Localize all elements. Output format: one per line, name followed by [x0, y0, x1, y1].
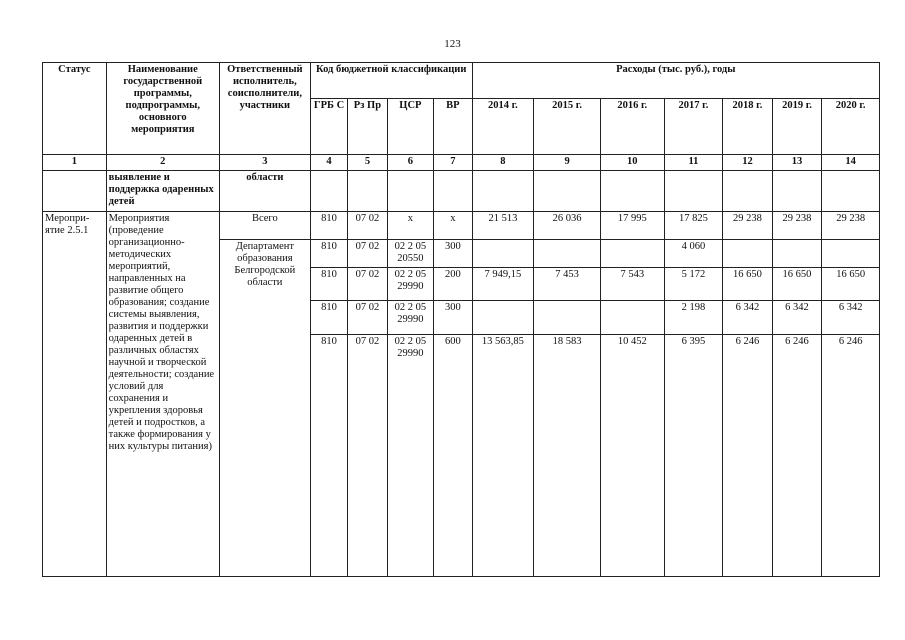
column-number: 4	[310, 154, 347, 170]
header-year-2016: 2016 г.	[600, 98, 664, 154]
header-year-2019: 2019 г.	[772, 98, 822, 154]
value-2015	[534, 239, 601, 267]
column-number: 6	[387, 154, 433, 170]
header-expenses: Расходы (тыс. руб.), годы	[472, 63, 879, 99]
continuation-row	[43, 170, 880, 212]
continuation-name: выявление и поддержка одаренных детей	[106, 170, 219, 212]
column-number: 11	[664, 154, 723, 170]
vr-cell: 300	[434, 301, 472, 334]
value-2015: 26 036	[534, 212, 601, 239]
rzpr-cell: 07 02	[348, 239, 387, 267]
vr-cell: 600	[434, 334, 472, 576]
value-2020: 16 650	[822, 267, 880, 300]
grbs-cell: 810	[310, 334, 347, 576]
value-2017: 5 172	[664, 267, 723, 300]
csr-cell: 02 2 05 29990	[387, 334, 433, 576]
value-2016: 17 995	[600, 212, 664, 239]
value-2020: 6 342	[822, 301, 880, 334]
header-year-2014: 2014 г.	[472, 98, 534, 154]
column-number: 8	[472, 154, 534, 170]
rzpr-cell: 07 02	[348, 212, 387, 239]
budget-table	[42, 62, 880, 577]
header-budget-code: Код бюджетной классификации	[310, 63, 472, 99]
column-number: 2	[106, 154, 219, 170]
vr-cell: 300	[434, 239, 472, 267]
column-numbers-row	[43, 154, 880, 170]
value-2014: 7 949,15	[472, 267, 534, 300]
vr-cell: х	[434, 212, 472, 239]
column-number: 9	[534, 154, 601, 170]
value-2020: 6 246	[822, 334, 880, 576]
header-status: Статус	[43, 63, 107, 155]
value-2015	[534, 301, 601, 334]
value-2014: 21 513	[472, 212, 534, 239]
csr-cell: 02 2 05 20550	[387, 239, 433, 267]
continuation-executor: области	[219, 170, 310, 212]
header-name: Наименование государственной программы, подпрограммы, основного мероприятия	[106, 63, 219, 155]
header-year-2018: 2018 г.	[723, 98, 773, 154]
executor-department: Департамент образования Белгородской области	[219, 239, 310, 576]
csr-cell: 02 2 05 29990	[387, 301, 433, 334]
header-vr: ВР	[434, 98, 472, 154]
value-2015: 18 583	[534, 334, 601, 576]
rzpr-cell: 07 02	[348, 334, 387, 576]
value-2018: 16 650	[723, 267, 773, 300]
value-2020	[822, 239, 880, 267]
column-number: 7	[434, 154, 472, 170]
value-2020: 29 238	[822, 212, 880, 239]
column-number: 12	[723, 154, 773, 170]
header-grbs: ГРБ С	[310, 98, 347, 154]
column-number: 10	[600, 154, 664, 170]
column-number: 14	[822, 154, 880, 170]
value-2018: 6 246	[723, 334, 773, 576]
vr-cell: 200	[434, 267, 472, 300]
grbs-cell: 810	[310, 239, 347, 267]
value-2018: 29 238	[723, 212, 773, 239]
column-number: 5	[348, 154, 387, 170]
value-2017: 4 060	[664, 239, 723, 267]
value-2018: 6 342	[723, 301, 773, 334]
value-2016	[600, 301, 664, 334]
value-2017: 2 198	[664, 301, 723, 334]
value-2019: 6 342	[772, 301, 822, 334]
csr-cell: х	[387, 212, 433, 239]
value-2016: 10 452	[600, 334, 664, 576]
page-number: 123	[444, 38, 461, 50]
measure-name: Мероприятия (проведение организационно-методических мероприятий, направленных на развитие общего образования; создание системы выявления, развития и поддержки одаренных детей в различных областях научной и творческой деятельности; создание условий для сохранения и укрепления здоровья детей и подростков, а также формирования у них культуры питания)	[106, 212, 219, 577]
rzpr-cell: 07 02	[348, 267, 387, 300]
value-2017: 17 825	[664, 212, 723, 239]
value-2015: 7 453	[534, 267, 601, 300]
value-2014: 13 563,85	[472, 334, 534, 576]
value-2019: 29 238	[772, 212, 822, 239]
value-2017: 6 395	[664, 334, 723, 576]
column-number: 1	[43, 154, 107, 170]
value-2014	[472, 301, 534, 334]
rzpr-cell: 07 02	[348, 301, 387, 334]
executor-total: Всего	[219, 212, 310, 239]
header-csr: ЦСР	[387, 98, 433, 154]
value-2016: 7 543	[600, 267, 664, 300]
grbs-cell: 810	[310, 301, 347, 334]
header-rzpr: Рз Пр	[348, 98, 387, 154]
value-2019: 16 650	[772, 267, 822, 300]
header-year-2017: 2017 г.	[664, 98, 723, 154]
table-row	[43, 212, 880, 239]
csr-cell: 02 2 05 29990	[387, 267, 433, 300]
measure-status: Меропри-ятие 2.5.1	[43, 212, 107, 577]
value-2014	[472, 239, 534, 267]
value-2016	[600, 239, 664, 267]
column-number: 3	[219, 154, 310, 170]
value-2019: 6 246	[772, 334, 822, 576]
value-2019	[772, 239, 822, 267]
column-number: 13	[772, 154, 822, 170]
header-year-2020: 2020 г.	[822, 98, 880, 154]
header-executor: Ответственный исполнитель, соисполнители, участники	[219, 63, 310, 155]
grbs-cell: 810	[310, 267, 347, 300]
value-2018	[723, 239, 773, 267]
grbs-cell: 810	[310, 212, 347, 239]
header-year-2015: 2015 г.	[534, 98, 601, 154]
